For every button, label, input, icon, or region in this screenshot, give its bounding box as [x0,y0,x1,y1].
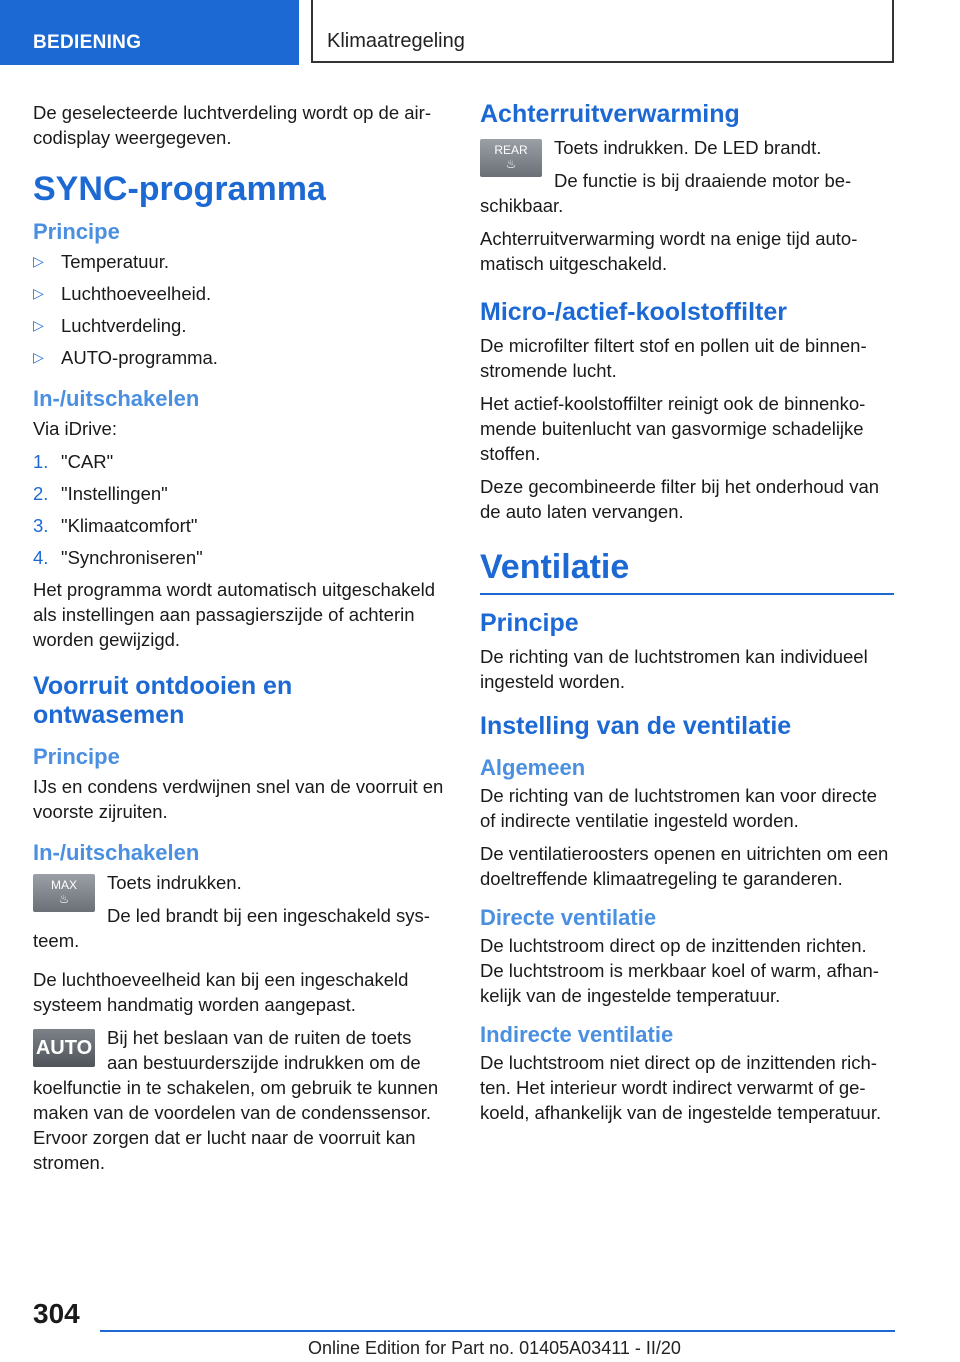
filter-p1: De microfilter filtert stof en pollen uit de binnenstromende lucht. [480,335,867,381]
defrost-air: De luchthoeveelheid kan bij een ingeschakeld systeem handmatig worden aangepast. [33,969,409,1015]
list-item: ▷ Luchthoeveelheid. [33,283,212,304]
general-heading: Algemeen [480,755,586,780]
sync-list [33,249,447,370]
defrost-onoff-heading: In-/uitschakelen [33,840,200,865]
indirect-heading: Indirecte ventilatie [480,1022,674,1047]
footer-divider [100,1330,895,1332]
chapter-tab [311,0,894,63]
intro-text: De geselecteerde luchtverdeling wordt op de aircodisplay weergegeven. [33,102,431,148]
onoff-heading: In-/uitschakelen [33,386,200,411]
section-divider [480,593,894,595]
vent-principle-text: De richting van de luchtstromen kan individueel ingesteld worden. [480,646,868,692]
list-item: 1. "CAR" [33,451,114,472]
rear-motor: De functie is bij draaiende motor beschikbaar. [480,170,852,216]
rear-press: Toets indrukken. De LED brandt. [554,137,822,158]
list-item: ▷ AUTO-programma. [33,347,218,368]
auto-button-block [33,1025,447,1183]
sync-heading: SYNC-programma [33,170,326,208]
triangle-bullet-icon: ▷ [33,349,44,365]
indirect-text: De luchtstroom niet direct op de inzittenden richten. Het interieur wordt indirect verwarmt of gekoeld, afhankelijk van de ingestelde temperatuur. [480,1052,882,1123]
filter-heading: Micro-/actief-koolstoffilter [480,298,787,326]
list-item: 2. "Instellingen" [33,483,168,504]
general-p2: De ventilatieroosters openen en uitrichten om een doeltreffende klimaatregeling te garanderen. [480,843,889,889]
ventilation-heading: Ventilatie [480,548,630,586]
max-button-block [33,870,447,961]
list-item: ▷ Luchtverdeling. [33,315,187,336]
list-item: 3. "Klimaatcomfort" [33,515,198,536]
vent-principle-heading: Principe [480,609,579,637]
right-column [480,100,894,1133]
steps-list [33,449,447,570]
rear-heading: Achterruitverwarming [480,100,740,128]
defrost-press: Toets indrukken. [107,872,242,893]
filter-p3: Deze gecombineerde filter bij het onderhoud van de auto laten vervangen. [480,476,880,522]
triangle-bullet-icon: ▷ [33,317,44,333]
filter-p2: Het actief-koolstoffilter reinigt ook de binnenkomende buitenlucht van gasvormige schadelijke stoffen. [480,393,866,464]
section-label: BEDIENING [33,32,142,53]
onoff-note: Het programma wordt automatisch uitgeschakeld als instellingen aan passagierszijde of achterin worden gewijzigd. [33,579,436,650]
direct-text: De luchtstroom direct op de inzittenden richten. De luchtstroom is merkbaar koel of warm, afhankelijk van de ingestelde temperatuur. [480,935,879,1006]
defrost-principle-heading: Principe [33,744,120,769]
onoff-via: Via iDrive: [33,418,117,439]
list-item: ▷ Temperatuur. [33,251,169,272]
max-defrost-icon: MAX ♨ [33,874,95,912]
defrost-principle-text: IJs en condens verdwijnen snel van de voorruit en voorste zijruiten. [33,776,444,822]
edition-text: Online Edition for Part no. 01405A03411 - II/20 [308,1338,681,1358]
triangle-bullet-icon: ▷ [33,253,44,269]
rear-defrost-icon: REAR ♨ [480,139,542,177]
section-tab [0,0,299,65]
defrost-led: De led brandt bij een ingeschakeld systeem. [33,905,430,951]
auto-icon: AUTO [33,1029,95,1067]
direct-heading: Directe ventilatie [480,905,657,930]
left-column [33,100,447,1183]
list-item: 4. "Synchroniseren" [33,547,203,568]
setting-heading: Instelling van de ventilatie [480,712,792,740]
defrost-fog: Bij het beslaan van de ruiten de toets aan bestuurderszijde indrukken om de koelfunctie in te schakelen, om gebruik te kunnen maken van de voordelen van de condenssensor. Ervoor zorgen dat er lucht naar de voorruit kan stromen. [33,1027,439,1173]
general-p1: De richting van de luchtstromen kan voor directe of indirecte ventilatie ingesteld worden. [480,785,877,831]
page-number: 304 [33,1298,80,1329]
rear-auto: Achterruitverwarming wordt na enige tijd automatisch uitgeschakeld. [480,228,858,274]
rear-button-block [480,135,894,226]
defrost-heading: Voorruit ontdooien en ontwasemen [33,672,293,729]
chapter-label: Klimaatregeling [327,30,465,52]
sync-principle-heading: Principe [33,219,120,244]
triangle-bullet-icon: ▷ [33,285,44,301]
